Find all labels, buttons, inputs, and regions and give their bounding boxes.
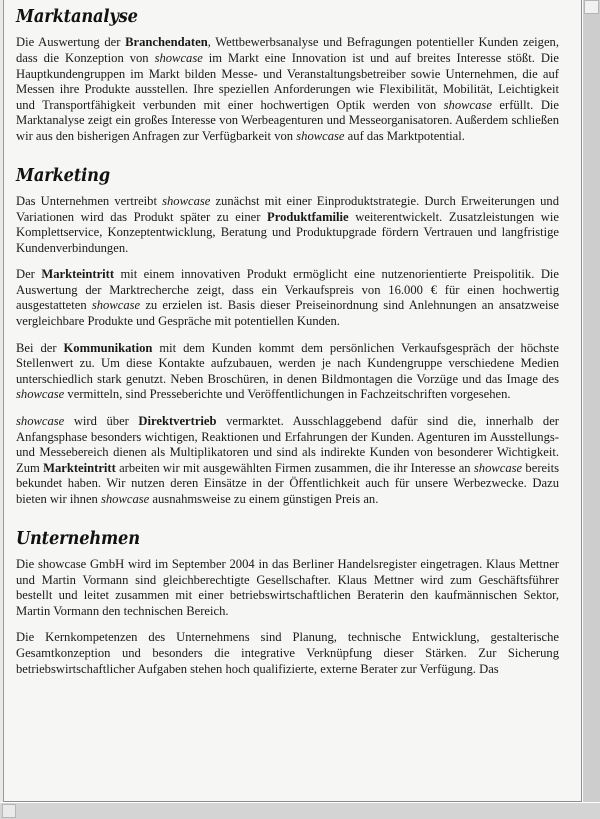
- text-run: , Wettbewerbsanalyse und Befragungen potentieller Kunden zeigen, dass die Konzeption von: [16, 35, 559, 65]
- product-name: showcase: [154, 50, 203, 65]
- product-name: showcase: [91, 298, 141, 313]
- section-heading: Marktanalyse: [16, 7, 138, 27]
- bold-term: Markteintritt: [41, 267, 115, 282]
- text-run: arbeiten wir mit ausgewählten Firmen zusammen, die ihr Interesse an: [115, 460, 474, 475]
- text-run: mit dem Kunden kommt dem persönlichen Verkaufsgespräch der höchste Stellenwert zu. Um diese Kontakte aufzubauen, werden je nach Kundengruppe verschiedene Medien unterschiedlich stark genutzt. Neben Broschüren, in denen Bildmontagen die Vorzüge und das Image des: [16, 340, 560, 386]
- bold-term: Produktfamilie: [267, 209, 349, 224]
- scrollbar-corner: [582, 803, 600, 819]
- text-run: weiterentwickelt. Zusatzleistungen wie Komplettservice, Konzeptentwicklung, Beratung und Produktupgrade fördern Vertrauen und langfristige Kundenverbindungen.: [16, 209, 559, 255]
- text-run: Die Kernkompetenzen des Unternehmens sind Planung, technische Entwicklung, gestalterische Gesamtkonzeption und besonders die integrative Verknüpfung dieser Stärken. Zur Sicherung betriebswirtschaftlicher Aufgaben stehen hoch qualifizierte, externe Berater zur Verfügung. Das: [16, 630, 559, 676]
- paragraph: [16, 35, 559, 144]
- paragraph: [16, 194, 559, 256]
- text-run: Die showcase GmbH wird im September 2004 in das Berliner Handelsregister eingetragen. Klaus Mettner und Martin Vormann sind gleichberechtigte Gesellschafter. Klaus Mettner wird zum Geschäftsführer bestellt und leitet zusammen mit einer betriebswirtschaftlichen Beraterin den kaufmännischen Sektor, Martin Vormann den technischen Bereich.: [16, 556, 559, 618]
- page-scroll-area[interactable]: [4, 0, 582, 802]
- product-name: showcase: [473, 460, 523, 475]
- product-name: showcase: [296, 128, 345, 143]
- bold-term: Kommunikation: [63, 340, 153, 355]
- bold-term: Branchendaten: [125, 35, 208, 50]
- text-run: vermitteln, sind Presseberichte und Veröffentlichungen in Fachzeitschriften vorgesehen.: [64, 387, 511, 402]
- text-run: wird über: [64, 414, 139, 429]
- paragraph: [16, 267, 559, 329]
- text-run: auf das Marktpotential.: [344, 128, 465, 143]
- section-heading: Unternehmen: [16, 528, 140, 549]
- text-run: Die Auswertung der: [16, 35, 126, 50]
- document-page: [4, 0, 582, 802]
- horizontal-scrollbar-thumb[interactable]: [2, 804, 16, 818]
- text-run: Das Unternehmen vertreibt: [16, 193, 163, 208]
- horizontal-scrollbar-track[interactable]: [0, 803, 582, 819]
- bold-term: Markteintritt: [43, 460, 116, 475]
- text-run: Bei der: [16, 340, 64, 355]
- paragraph: [16, 630, 559, 677]
- vertical-scrollbar[interactable]: [582, 0, 600, 802]
- text-run: ausnahmsweise zu einem günstigen Preis an.: [149, 492, 379, 506]
- paragraph: [16, 557, 559, 619]
- text-run: erfüllt. Die Marktanalyse zeigt ein großes Interesse von Werbeagenturen und Messeorganisatoren. Außerdem schließen wir aus den bisherigen Anfragen zur Verfügbarkeit von: [16, 97, 560, 143]
- paragraph: [16, 414, 559, 508]
- product-name: showcase: [162, 193, 211, 208]
- text-run: Der: [16, 267, 42, 282]
- product-name: showcase: [100, 492, 150, 506]
- product-name: showcase: [16, 414, 65, 429]
- product-name: showcase: [16, 387, 65, 402]
- paragraph: [16, 341, 559, 403]
- text-run: zu erzielen ist. Basis dieser Preiseinordnung sind Anlehnungen an ansatzweise vergleichbare Produkte und Gespräche mit potentiellen Kunden.: [16, 298, 559, 329]
- text-run: bereits bekundet haben. Wir nutzen deren Einsätze in der Öffentlichkeit auch für unsere Werbezwecke. Dazu bieten wir ihnen: [16, 460, 559, 506]
- product-name: showcase: [443, 97, 492, 112]
- section-heading: Marketing: [16, 165, 111, 186]
- vertical-scrollbar-thumb[interactable]: [584, 0, 599, 14]
- text-run: zunächst mit einer Einproduktstrategie. Durch Erweiterungen und Variationen wird das Produkt später zu einer: [16, 193, 560, 224]
- text-run: mit einem innovativen Produkt ermöglicht eine nutzenorientierte Preispolitik. Die Auswertung der Marktrecherche zeigt, dass ein Verkaufspreis von 16.000 € für einen hochwertig ausgestatteten: [16, 267, 560, 313]
- text-run: im Markt eine Innovation ist und auf breites Interesse stößt. Die Hauptkundengruppen im Markt bilden Messe- und Veranstaltungsbetreiber sowie Unternehmen, die auf Messen ihre Produkte ausstellen. Ihre speziellen Anforderungen wie Flexibilität, Mobilität, Leichtigkeit und Transportfähigkeit verbunden mit einer hochwertigen Optik werden von: [16, 50, 559, 112]
- bold-term: Direktvertrieb: [138, 414, 217, 429]
- vertical-scrollbar-track[interactable]: [583, 0, 600, 802]
- horizontal-scrollbar[interactable]: [0, 802, 600, 819]
- text-run: vermarktet. Ausschlaggebend dafür sind die, innerhalb der Anfangsphase besonders wichtigen, Reaktionen und Erfahrungen der Kunden. Agenturen im Ausstellungs- und Messebereich dienen als Multiplikatoren und sind als indirekte Kunden von besonderer Wichtigkeit. Zum: [16, 414, 559, 475]
